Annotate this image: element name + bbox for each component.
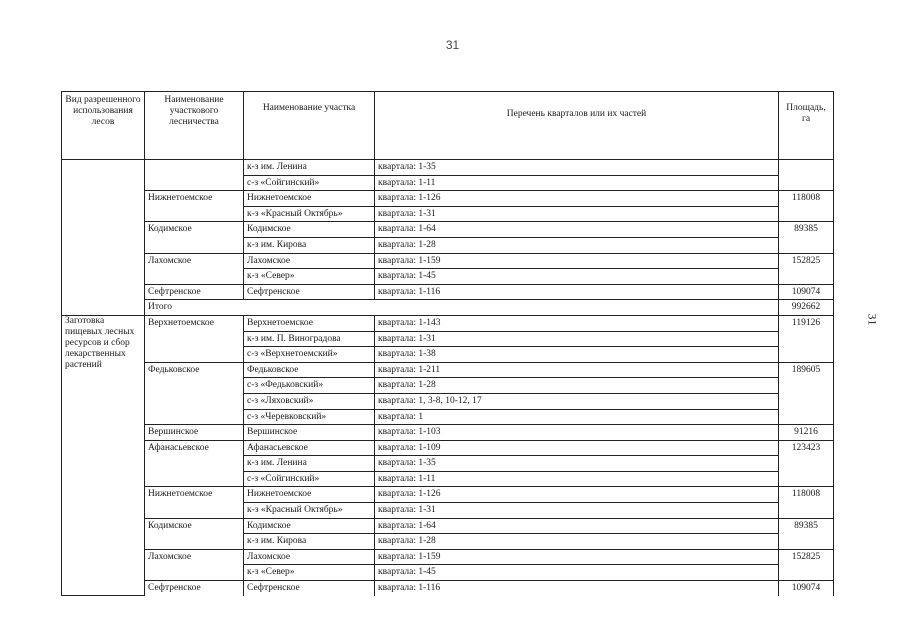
lesnichestvo-cell: Федьковское (145, 362, 244, 424)
table-row (62, 425, 834, 441)
table-row (62, 581, 834, 596)
kvartaly-cell: квартала: 1-159 (375, 253, 779, 269)
kvartaly-cell: квартала: 1-28 (375, 237, 779, 253)
kvartaly-cell: квартала: 1-126 (375, 487, 779, 503)
lesnichestvo-cell: Лахомское (145, 549, 244, 580)
table-row (62, 191, 834, 207)
uchastok-cell: к-з «Север» (244, 565, 375, 581)
header-ploshchad: Площадь, га (779, 92, 834, 160)
table-row (62, 362, 834, 378)
uchastok-cell: к-з «Север» (244, 269, 375, 285)
uchastok-cell: к-з им. Кирова (244, 534, 375, 550)
uchastok-cell: к-з им. П. Виноградова (244, 331, 375, 347)
vid-cell (62, 160, 145, 316)
area-cell: 152825 (779, 253, 834, 284)
kvartaly-cell: квартала: 1-211 (375, 362, 779, 378)
uchastok-cell: к-з «Красный Октябрь» (244, 503, 375, 519)
lesnichestvo-cell: Кодимское (145, 222, 244, 253)
total-label: Итого (145, 300, 779, 316)
uchastok-cell: Нижнетоемское (244, 487, 375, 503)
uchastok-cell: к-з «Красный Октябрь» (244, 206, 375, 222)
lesnichestvo-cell: Афанасьевское (145, 440, 244, 487)
table-row (62, 222, 834, 238)
lesnichestvo-cell: Сефтренское (145, 284, 244, 300)
uchastok-cell: Вершинское (244, 425, 375, 441)
table-row (62, 518, 834, 534)
table-row (62, 549, 834, 565)
table-row (62, 253, 834, 269)
lesnichestvo-cell: Верхнетоемское (145, 315, 244, 362)
uchastok-cell: Лахомское (244, 549, 375, 565)
uchastok-cell: с-з «Черевковский» (244, 409, 375, 425)
table-row (62, 160, 834, 176)
table-body (62, 160, 834, 596)
uchastok-cell: Федьковское (244, 362, 375, 378)
uchastok-cell: с-з «Сойгинский» (244, 471, 375, 487)
header-kvartaly: Перечень кварталов или их частей (375, 92, 779, 160)
area-cell: 152825 (779, 549, 834, 580)
table-row (62, 487, 834, 503)
kvartaly-cell: квартала: 1-35 (375, 456, 779, 472)
uchastok-cell: Сефтренское (244, 581, 375, 596)
lesnichestvo-cell: Кодимское (145, 518, 244, 549)
uchastok-cell: с-з «Сойгинский» (244, 175, 375, 191)
area-cell: 89385 (779, 222, 834, 253)
vid-cell: Заготовка пищевых лесных ресурсов и сбор лекарственных растений (62, 315, 145, 595)
uchastok-cell: с-з «Ляховский» (244, 393, 375, 409)
area-cell: 118008 (779, 487, 834, 518)
lesnichestvo-cell: Нижнетоемское (145, 487, 244, 518)
header-uchastok: Наименование участка (244, 92, 375, 160)
kvartaly-cell: квартала: 1-64 (375, 222, 779, 238)
table-row (62, 315, 834, 331)
uchastok-cell: Кодимское (244, 222, 375, 238)
kvartaly-cell: квартала: 1-35 (375, 160, 779, 176)
area-cell: 109074 (779, 284, 834, 300)
kvartaly-cell: квартала: 1-116 (375, 581, 779, 596)
kvartaly-cell: квартала: 1-159 (375, 549, 779, 565)
kvartaly-cell: квартала: 1-45 (375, 565, 779, 581)
total-value: 992662 (779, 300, 834, 316)
table-row (62, 284, 834, 300)
header-lesnichestvo: Наименование участкового лесничества (145, 92, 244, 160)
uchastok-cell: Афанасьевское (244, 440, 375, 456)
uchastok-cell: к-з им. Ленина (244, 160, 375, 176)
kvartaly-cell: квартала: 1-116 (375, 284, 779, 300)
uchastok-cell: Лахомское (244, 253, 375, 269)
uchastok-cell: к-з им. Кирова (244, 237, 375, 253)
uchastok-cell: Нижнетоемское (244, 191, 375, 207)
uchastok-cell: с-з «Верхнетоемский» (244, 347, 375, 363)
area-cell: 91216 (779, 425, 834, 441)
kvartaly-cell: квартала: 1-45 (375, 269, 779, 285)
area-cell: 118008 (779, 191, 834, 222)
kvartaly-cell: квартала: 1 (375, 409, 779, 425)
total-row (62, 300, 834, 316)
area-cell: 109074 (779, 581, 834, 596)
uchastok-cell: Верхнетоемское (244, 315, 375, 331)
kvartaly-cell: квартала: 1-31 (375, 331, 779, 347)
page-number-top: 31 (445, 38, 460, 52)
table-header (62, 92, 834, 160)
forest-use-table (61, 91, 834, 596)
kvartaly-cell: квартала: 1-11 (375, 175, 779, 191)
kvartaly-cell: квартала: 1-11 (375, 471, 779, 487)
kvartaly-cell: квартала: 1-31 (375, 206, 779, 222)
area-cell: 123423 (779, 440, 834, 487)
area-cell (779, 160, 834, 191)
lesnichestvo-cell: Лахомское (145, 253, 244, 284)
kvartaly-cell: квартала: 1, 3-8, 10-12, 17 (375, 393, 779, 409)
kvartaly-cell: квартала: 1-126 (375, 191, 779, 207)
area-cell: 89385 (779, 518, 834, 549)
lesnichestvo-cell (145, 160, 244, 191)
kvartaly-cell: квартала: 1-38 (375, 347, 779, 363)
page-number-side: 31 (865, 313, 880, 326)
table-row (62, 440, 834, 456)
lesnichestvo-cell: Нижнетоемское (145, 191, 244, 222)
kvartaly-cell: квартала: 1-31 (375, 503, 779, 519)
area-cell: 119126 (779, 315, 834, 362)
kvartaly-cell: квартала: 1-28 (375, 378, 779, 394)
uchastok-cell: к-з им. Ленина (244, 456, 375, 472)
header-vid: Вид разрешенного использования лесов (62, 92, 145, 160)
kvartaly-cell: квартала: 1-103 (375, 425, 779, 441)
lesnichestvo-cell: Сефтренское (145, 581, 244, 596)
uchastok-cell: с-з «Федьковский» (244, 378, 375, 394)
kvartaly-cell: квартала: 1-28 (375, 534, 779, 550)
kvartaly-cell: квартала: 1-143 (375, 315, 779, 331)
uchastok-cell: Сефтренское (244, 284, 375, 300)
area-cell: 189605 (779, 362, 834, 424)
uchastok-cell: Кодимское (244, 518, 375, 534)
kvartaly-cell: квартала: 1-64 (375, 518, 779, 534)
kvartaly-cell: квартала: 1-109 (375, 440, 779, 456)
lesnichestvo-cell: Вершинское (145, 425, 244, 441)
